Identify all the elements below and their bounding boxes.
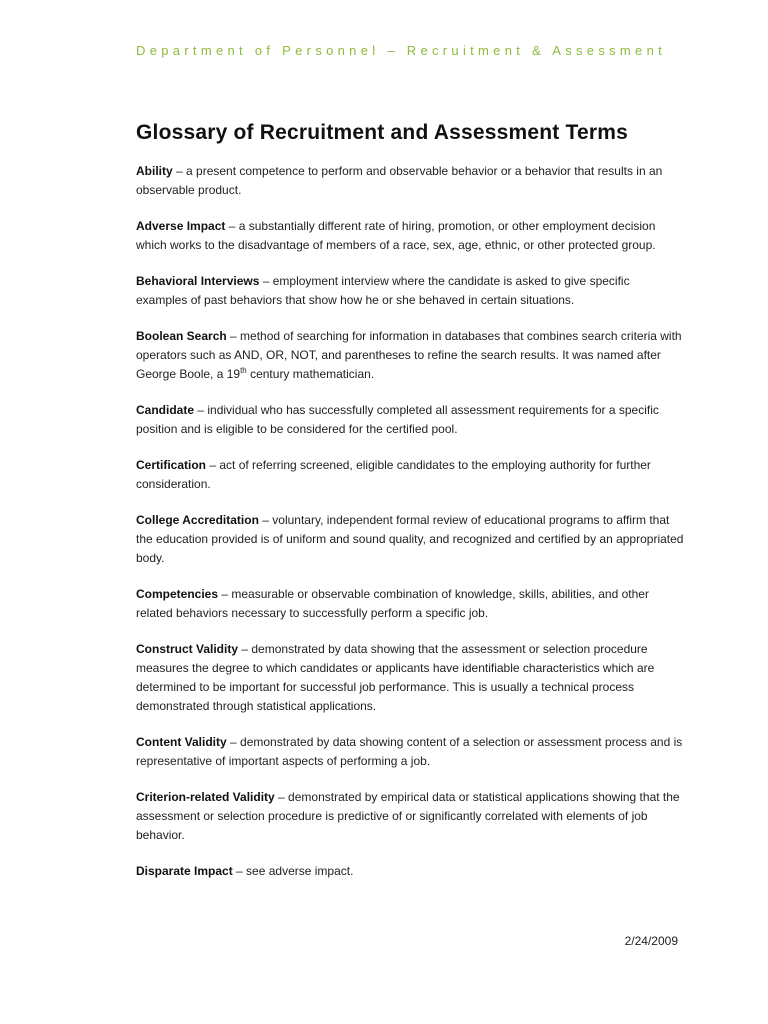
- glossary-definition: – a present competence to perform and observable behavior or a behavior that results in an observable product.: [136, 164, 663, 197]
- glossary-definition: – demonstrated by data showing content of a selection or assessment process and is representative of important aspects of performing a job.: [136, 735, 683, 768]
- glossary-entry-criterion-related-validity: [136, 788, 684, 845]
- glossary-definition: – method of searching for information in databases that combines search criteria with operators such as AND, OR, NOT, and parentheses to refine the search results. It was named after George Boole, a 19: [136, 329, 682, 381]
- glossary-definition: – employment interview where the candidate is asked to give specific examples of past behaviors that show how he or she behaved in certain situations.: [136, 274, 630, 307]
- glossary-entry-construct-validity: [136, 640, 684, 716]
- glossary-term: College Accreditation: [136, 513, 259, 527]
- footer-date: 2/24/2009: [624, 934, 678, 948]
- glossary-term: Adverse Impact: [136, 219, 226, 233]
- glossary-list: [136, 162, 684, 898]
- document-header: Department of Personnel – Recruitment & Assessment: [136, 43, 667, 58]
- glossary-term: Criterion-related Validity: [136, 790, 275, 804]
- glossary-term: Boolean Search: [136, 329, 227, 343]
- glossary-definition: – demonstrated by empirical data or statistical applications showing that the assessment or selection procedure is predictive of or significantly correlated with elements of job behavior.: [136, 790, 680, 842]
- glossary-term: Certification: [136, 458, 207, 472]
- glossary-definition: – a substantially different rate of hiring, promotion, or other employment decision which works to the disadvantage of members of a race, sex, age, ethnic, or other protected group.: [136, 219, 656, 252]
- glossary-term: Competencies: [136, 587, 219, 601]
- glossary-term: Construct Validity: [136, 642, 239, 656]
- glossary-definition: – demonstrated by data showing that the assessment or selection procedure measures the degree to which candidates or applicants have identifiable characteristics which are determined to be important for successful job performance. This is usually a technical process demonstrated through statistical applications.: [136, 642, 655, 713]
- glossary-term: Content Validity: [136, 735, 227, 749]
- glossary-term: Behavioral Interviews: [136, 274, 260, 288]
- glossary-entry-behavioral-interviews: [136, 272, 684, 310]
- glossary-entry-content-validity: [136, 733, 684, 771]
- glossary-definition: – see adverse impact.: [232, 864, 354, 878]
- glossary-entry-ability: [136, 162, 684, 200]
- page-title: Glossary of Recruitment and Assessment Terms: [136, 121, 628, 144]
- glossary-term: Disparate Impact: [136, 864, 233, 878]
- glossary-term: Candidate: [136, 403, 195, 417]
- glossary-definition-continued: century mathematician.: [246, 367, 375, 381]
- glossary-definition: – individual who has successfully completed all assessment requirements for a specific position and is eligible to be considered for the certified pool.: [136, 403, 659, 436]
- glossary-entry-boolean-search: [136, 327, 684, 384]
- ordinal-superscript: th: [240, 366, 247, 375]
- glossary-entry-adverse-impact: [136, 217, 684, 255]
- glossary-entry-disparate-impact: [136, 862, 684, 881]
- glossary-definition: – measurable or observable combination of knowledge, skills, abilities, and other related behaviors necessary to successfully perform a specific job.: [136, 587, 649, 620]
- glossary-definition: – voluntary, independent formal review of educational programs to affirm that the education provided is of uniform and sound quality, and recognized and certified by an appropriated body.: [136, 513, 684, 565]
- glossary-term: Ability: [136, 164, 173, 178]
- glossary-entry-certification: [136, 456, 684, 494]
- glossary-entry-college-accreditation: [136, 511, 684, 568]
- glossary-entry-candidate: [136, 401, 684, 439]
- glossary-definition: – act of referring screened, eligible candidates to the employing authority for further consideration.: [136, 458, 651, 491]
- glossary-entry-competencies: [136, 585, 684, 623]
